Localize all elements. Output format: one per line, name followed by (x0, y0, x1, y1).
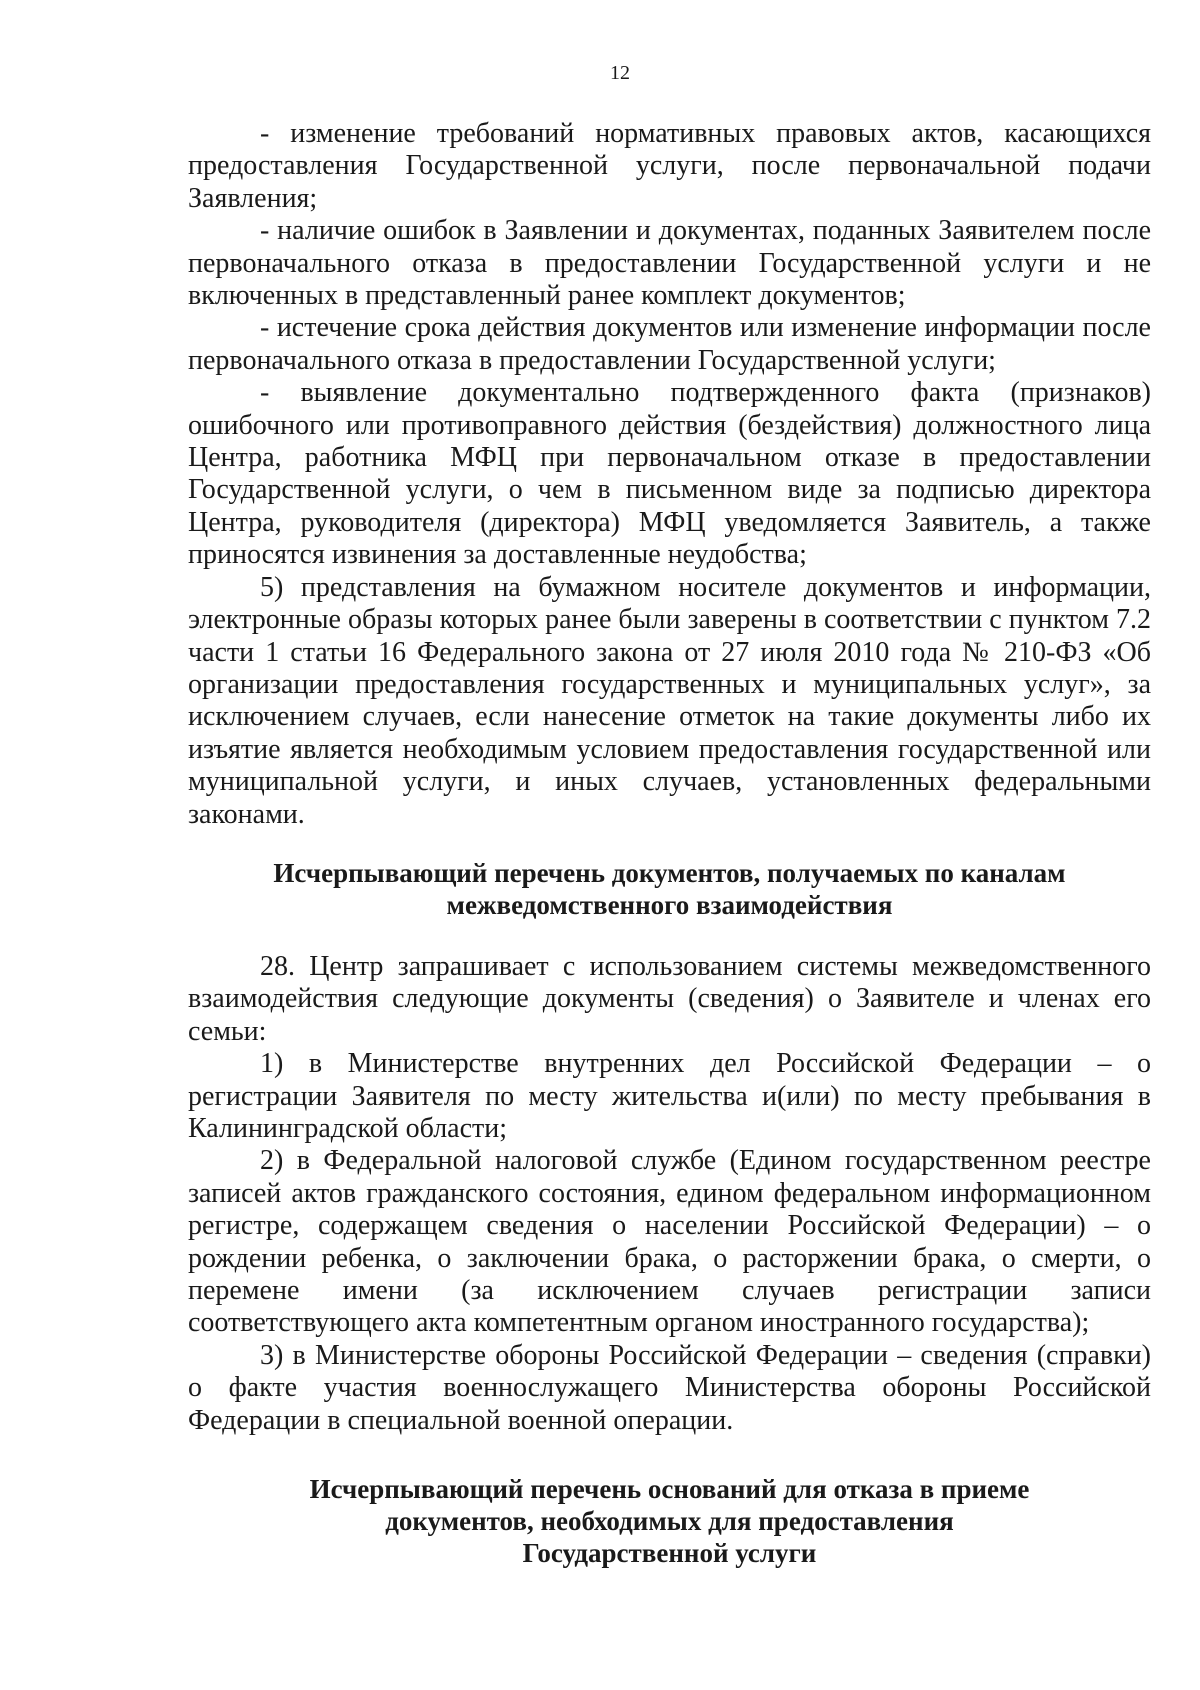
heading-line: межведомственного взаимодействия (446, 889, 893, 920)
paragraph: 28. Центр запрашивает с использованием системы межведомственного взаимодействия следующие документы (сведения) о Заявителе и членах его семьи: (188, 950, 1151, 1047)
section-heading-refusal (188, 1473, 1151, 1569)
heading-line: Исчерпывающий перечень оснований для отказа в приеме (309, 1474, 1030, 1505)
heading-line: Государственной услуги (522, 1538, 817, 1569)
paragraph: - изменение требований нормативных правовых актов, касающихся предоставления Государственной услуги, после первоначальной подачи Заявления; (188, 118, 1151, 214)
paragraph: - выявление документально подтвержденного факта (признаков) ошибочного или противоправного действия (бездействия) должностного лица Центра, работника МФЦ при первоначальном отказе в предоставлении Государственной услуги, о чем в письменном виде за подписью директора Центра, руководителя (директора) МФЦ уведомляется Заявитель, а также приносятся извинения за доставленные неудобства; (188, 377, 1151, 571)
document-body (188, 118, 1151, 1569)
section-heading-documents (188, 857, 1151, 921)
paragraph: 5) представления на бумажном носителе документов и информации, электронные образы которых ранее были заверены в соответствии с пунктом 7.2 части 1 статьи 16 Федерального закона от 27 июля 2010 года № 210-ФЗ «Об организации предоставления государственных и муниципальных услуг», за исключением случаев, если нанесение отметок на такие документы либо их изъятие является необходимым условием предоставления государственной или муниципальной услуги, и иных случаев, установленных федеральными законами. (188, 571, 1151, 830)
paragraph: 3) в Министерстве обороны Российской Федерации – сведения (справки) о факте участия военнослужащего Министерства обороны Российской Федерации в специальной военной операции. (188, 1339, 1151, 1436)
heading-line: документов, необходимых для предоставления (385, 1506, 954, 1537)
page-number: 12 (610, 62, 630, 84)
paragraph: - истечение срока действия документов или изменение информации после первоначального отказа в предоставлении Государственной услуги; (188, 312, 1151, 376)
paragraph: 1) в Министерстве внутренних дел Российской Федерации – о регистрации Заявителя по месту жительства и(или) по месту пребывания в Калининградской области; (188, 1048, 1151, 1144)
heading-line: Исчерпывающий перечень документов, получаемых по каналам (273, 857, 1066, 888)
paragraph: 2) в Федеральной налоговой службе (Едином государственном реестре записей актов гражданского состояния, едином федеральном информационном регистре, содержащем сведения о населении Российской Федерации) – о рождении ребенка, о заключении брака, о расторжении брака, о смерти, о перемене имени (за исключением случаев регистрации записи соответствующего акта компетентным органом иностранного государства); (188, 1145, 1151, 1339)
paragraph: - наличие ошибок в Заявлении и документах, поданных Заявителем после первоначального отказа в предоставлении Государственной услуги и не включенных в представленный ранее комплект документов; (188, 215, 1151, 312)
